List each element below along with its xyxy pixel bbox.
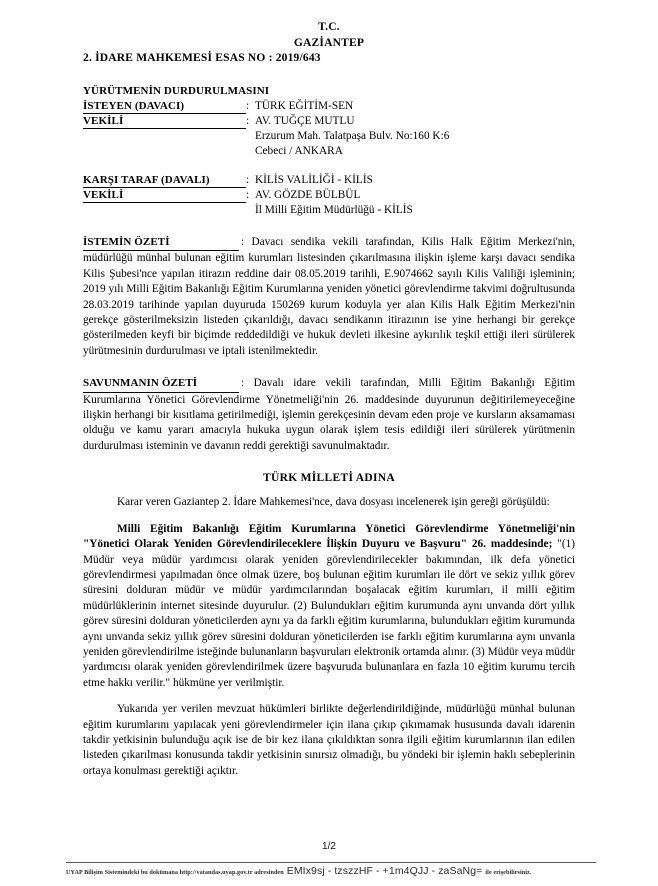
decision-intro-paragraph: Karar veren Gaziantep 2. İdare Mahkemesi'nce, dava dosyası incelenerek işin gereği görüşüldü: [117, 496, 550, 509]
regulation-paragraph [83, 522, 575, 691]
plaintiff-address-line-1: Erzurum Mah. Talatpaşa Bulv. No:160 K:6 [255, 129, 450, 142]
defense-summary-text: Davalı idare vekili tarafından, Milli Eğitim Bakanlığı Eğitim Kurumlarına Yönetici Görevlendirme Yönetmeliği'nin 26. maddesinde duyurunun değitirilemeyeceğine ilişkin herhangi bir kısıtlama getirilmediği, işlemin gerekçesinin devam eden proje ve kursların aksamaması olduğu ve kamu yararı amacıyla hukuka uygun olarak işlem tesis edildiği ileri sürülerek yürütmenin durdurulması isteminin ve davanın reddi gerektiği savunulmaktadır. [83, 377, 576, 452]
case-number: ESAS NO : 2019/643 [215, 52, 321, 64]
court-header [83, 20, 575, 51]
uyap-footer [66, 862, 596, 877]
defendant-attorney-value: AV. GÖZDE BÜLBÜL [255, 188, 361, 201]
assessment-paragraph: Yukarıda yer verilen mevzuat hükümleri birlikte değerlendirildiğinde, müdürlüğü münhal bulunan eğitim kurumlarını yapılacak yeni görevlendirmeler için ilana çıkıp çıkımamak hususunda davalı idarenin takdir yetkisinin bulunduğu açık ise de bir kez ilana çıkıldıktan sonra ilgili eğitim kurumlarının ilan edilen listeden çıkarılması konusunda takdir yetkisinin sınırsız olmadığı, bu yöndeki bir işlemin haklı sebeplerinin ortaya konulması gerektiği açıktır. [83, 703, 575, 777]
court-city: GAZİANTEP [293, 36, 365, 49]
document-content [83, 20, 575, 779]
plaintiff-colon: : [246, 99, 250, 112]
defense-summary-colon: : [241, 377, 245, 390]
party-row [83, 188, 575, 203]
party-row [83, 99, 575, 114]
party-row [83, 114, 575, 129]
request-summary-block [83, 235, 575, 359]
party-row [83, 173, 575, 188]
footer-prefix-text: UYAP Bilişim Sistemindeki bu dokümana http://vatandas.uyap.gov.tr adresinden [66, 869, 284, 876]
stay-of-execution-title: YÜRÜTMENİN DURDURULMASINI [83, 84, 270, 97]
request-summary-colon: : [241, 236, 245, 248]
defendant-address-line-1: İl Milli Eğitim Müdürlüğü - KİLİS [255, 203, 413, 216]
regulation-citation-bold: Milli Eğitim Bakanlığı Eğitim Kurumlarına Yönetici Görevlendirme Yönetmeliği'nin "Yönetici Olarak Yeniden Görevlendirileceklere İlişkin Duyuru ve Başvuru" 26. maddesinde; [83, 522, 575, 551]
court-name: 2. İDARE MAHKEMESİ [83, 52, 213, 64]
on-behalf-heading: TÜRK MİLLETİ ADINA [263, 472, 395, 485]
footer-suffix-text: ile erişebilirsiniz. [485, 869, 532, 876]
defendant-attorney-label: VEKİLİ [83, 188, 246, 203]
defense-summary-block [83, 376, 575, 454]
request-summary-label: İSTEMİN ÖZETİ [83, 235, 239, 251]
defendant-label: KARŞI TARAF (DAVALI) [83, 173, 246, 188]
plaintiff-attorney-label: VEKİLİ [83, 114, 246, 129]
page-number: 1/2 [322, 841, 336, 852]
republic-label: T.C. [318, 21, 340, 33]
plaintiff-attorney-colon: : [246, 114, 250, 127]
parties-block [83, 84, 575, 219]
defendant-colon: : [246, 173, 250, 186]
defendant-attorney-colon: : [246, 188, 250, 201]
request-summary-text: Davacı sendika vekili tarafından, Kilis Halk Eğitim Merkezi'nin, müdürlüğü münhal bulunan eğitim kurumları listesinden çıkarılmasına ilişkin işleme karşı davacı sendika Kilis Şubesi'nce yapılan itirazın reddine dair 08.05.2019 tarihli, E.9074662 sayılı Kilis Valiliği işleminin; 2019 yılı Milli Eğitim Bakanlığı Eğitim Kurumlarına yeniden yönetici görevlendirme takvimi doğrultusunda 28.03.2019 tarihinde yapılan duyuruda 150269 kurum koduyla yer alan Kilis Halk Eğitim Merkezi'nin gerekçe gösterilmeksizin listeden çıkarıldığı, davacı sendikanın itirazının ise yine herhangi bir gerekçe gösterilmeden keyfi bir biçimde reddedildiği ve hukuk devleti ilkesine aykırılık teşkil ettiği ileri sürülerek yürütmesinin durdurulması ve iptali istenilmektedir. [83, 236, 576, 357]
plaintiff-address-line-2: Cebeci / ANKARA [255, 145, 343, 157]
court-name-block [83, 51, 575, 67]
regulation-tail: hükmüne yer verilmiştir. [170, 676, 285, 689]
defendant-value: KİLİS VALİLİĞİ - KİLİS [255, 173, 373, 186]
plaintiff-attorney-value: AV. TUĞÇE MUTLU [255, 114, 355, 127]
plaintiff-value: TÜRK EĞİTİM-SEN [255, 99, 354, 112]
defense-summary-label: SAVUNMANIN ÖZETİ [83, 376, 239, 392]
plaintiff-label: İSTEYEN (DAVACI) [83, 99, 246, 114]
regulation-quoted-text: "(1) Müdür veya müdür yardımcısı olarak yeniden görevlendirilecekler bakımından, ilk defa yönetici görevlendirmesi yapılmadan önce olmak üzere, boş bulunan eğitim kurumları ile dört ve sekiz yıllık görev süresini dolduran müdür ve müdür yardımcılarından boşalacak eğitim kurumları, il milli eğitim müdürlüklerinin internet sitesinde duyurulur. (2) Bulundukları eğitim kurumunda aynı unvanda dört yıllık görev süresini dolduran yöneticilerden aynı ya da farklı eğitim kurumlarına, bulundukları eğitim kurumunda aynı unvanda sekiz yıllık görev süresini dolduran yöneticilerden ise farklı eğitim kurumlarına aynı unvanla yeniden görevlendirilme isteğinde bulunanların başvuruları elektronik ortamda alınır. (3) Müdür veya müdür yardımcısı olarak yeniden görevlendirilmek üzere başvuruda bulunanlara en fazla 10 eğitim kurumu tercih etme hakkı verilir." [83, 538, 575, 689]
footer-verification-code: EMIx9sj - tzszzHF - +1m4QJJ - zaSaNg= [286, 865, 483, 877]
